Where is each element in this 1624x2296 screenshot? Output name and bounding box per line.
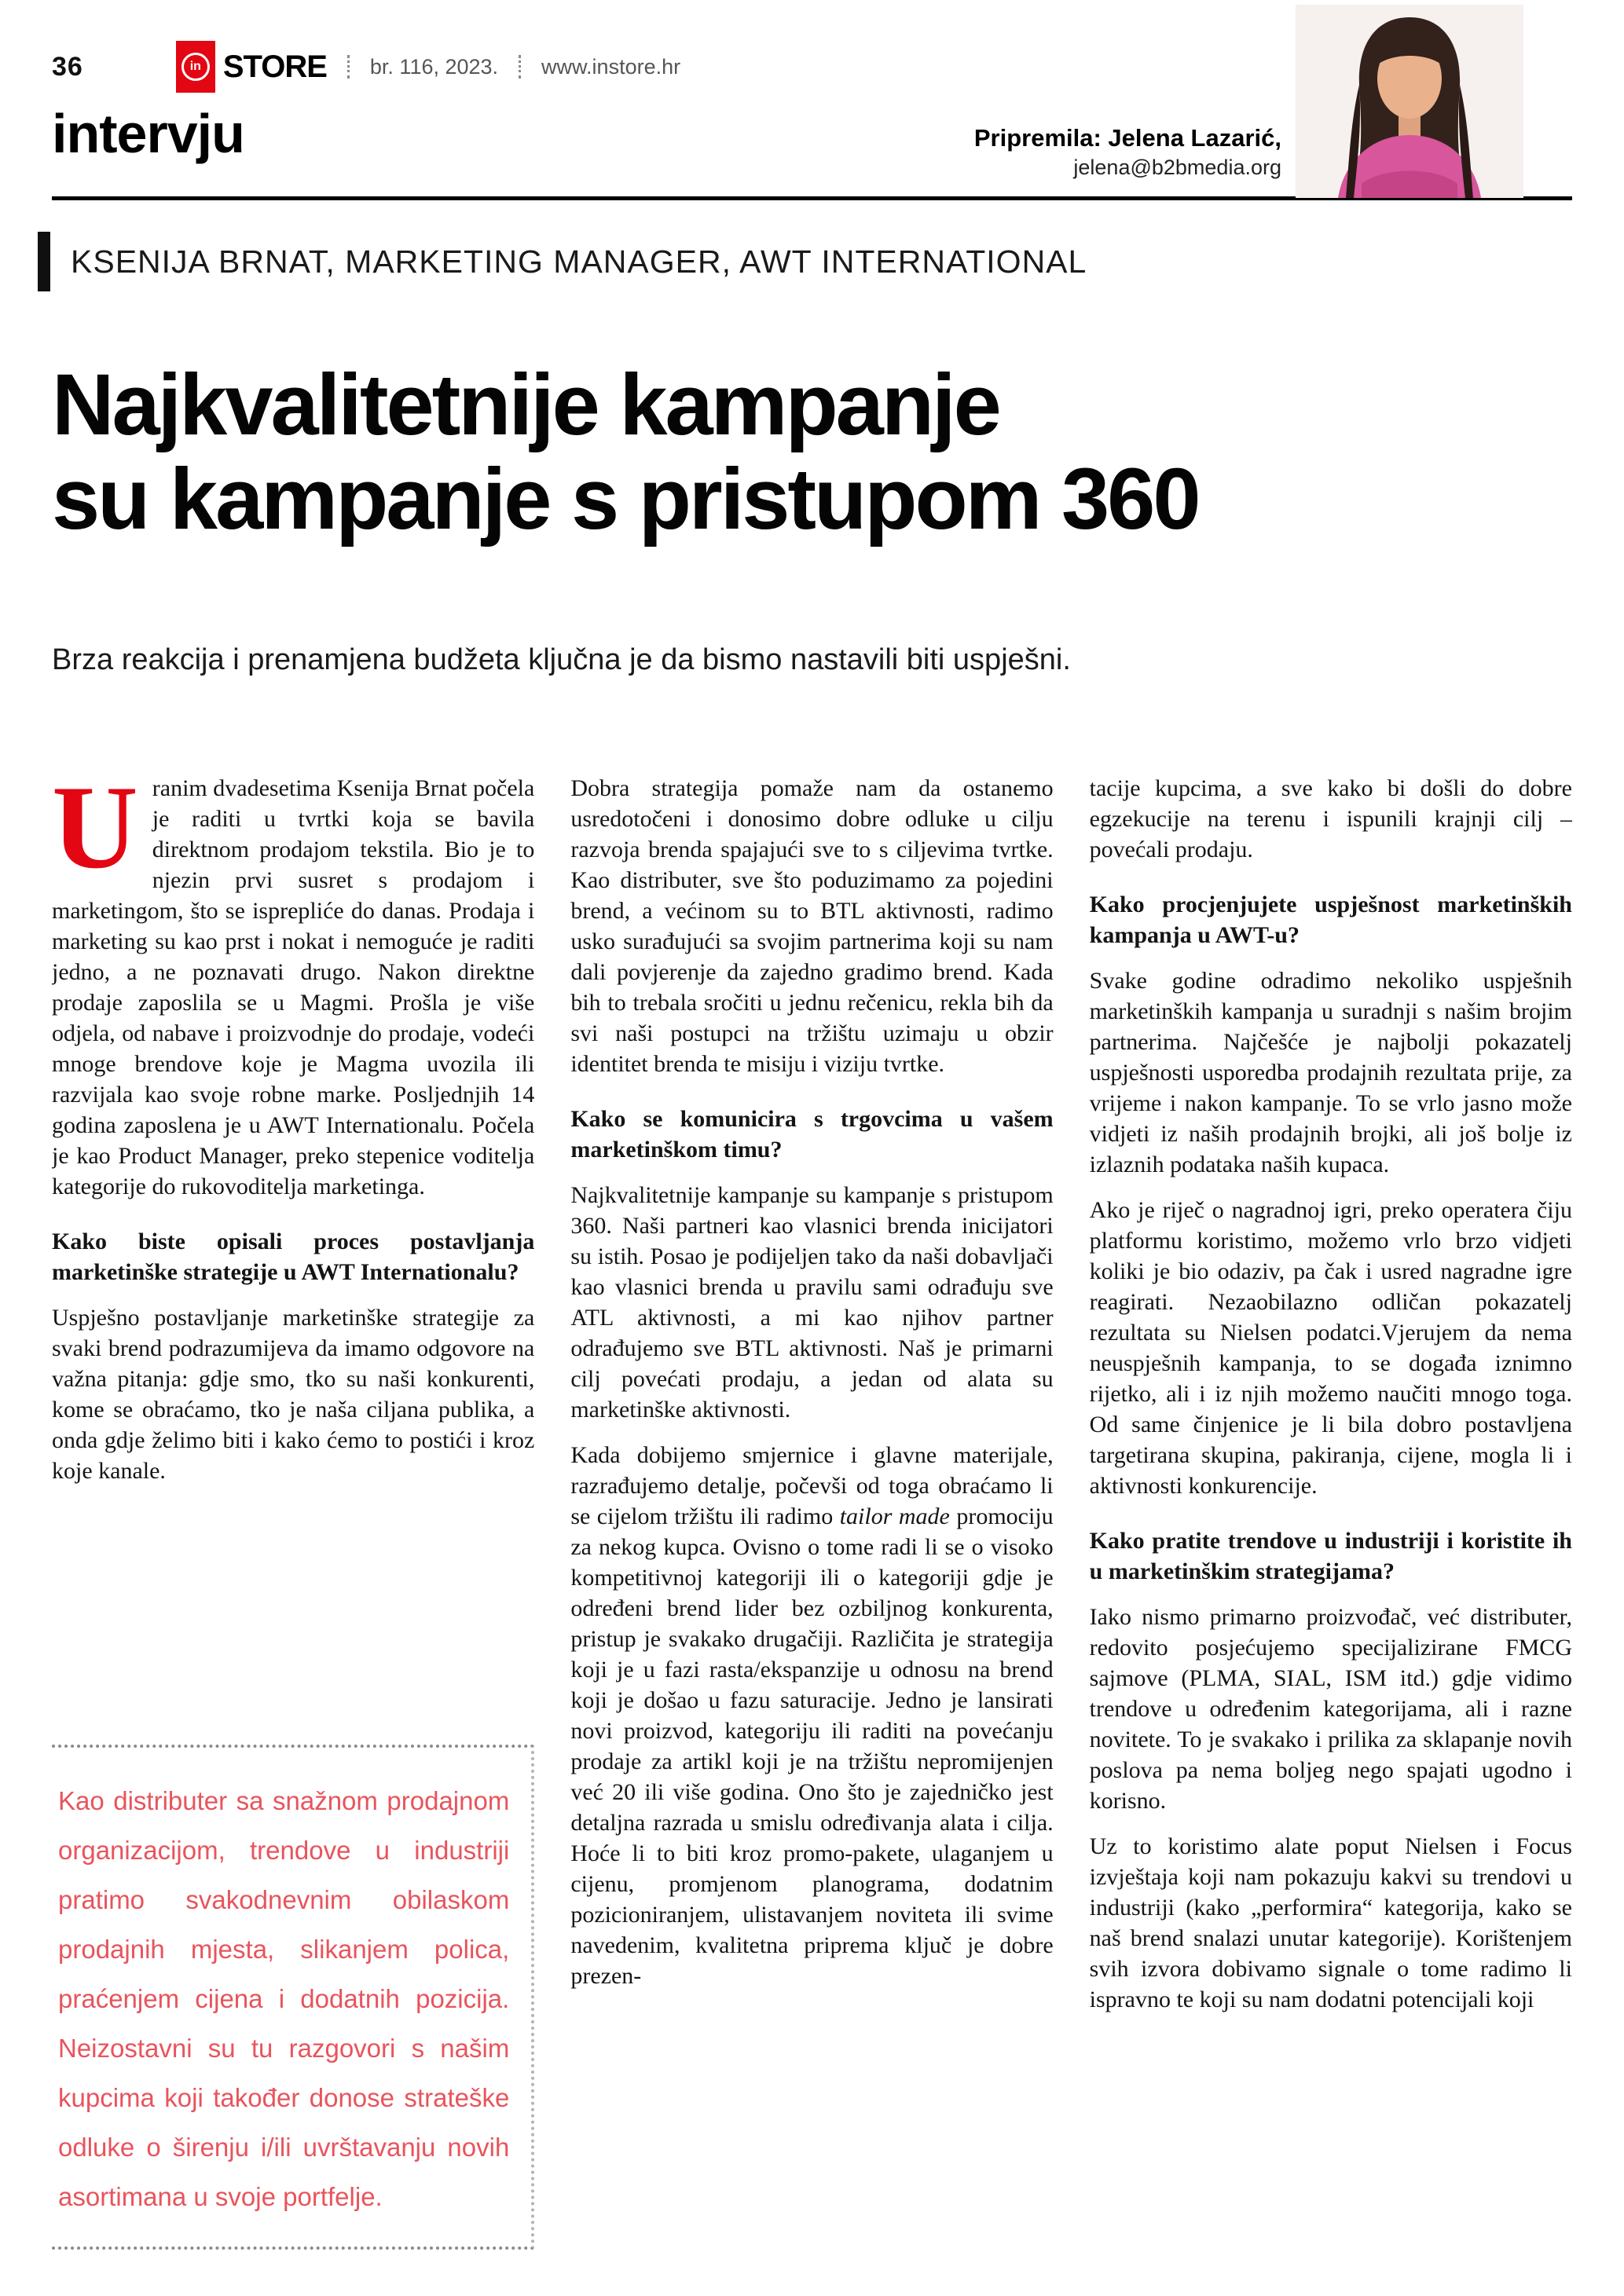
kicker — [38, 232, 1624, 291]
paragraph-text: promociju za nekog kupca. Ovisno o tome radi li se o visoko kompetitivnoj kategoriji ili o kategoriji gdje je određeni brend lider bez ozbiljnog konkurenta, pristup je svakako drugačiji. Različita je strategija koji je u fazi rasta/ekspanzije u odnosu na brend koji je došao u fazu saturacije. Jedno je lansirati novi proizvod, kategoriju ili raditi na povećanju prodaje za artikl koji je na tržištu nepromijenjen već 20 ili više godina. Ono što je zajedničko jest detaljna razrada u smislu određivanja alata i cilja. Hoće li to biti kroz promo-pakete, ulaganjem u cijenu, promjenom planograma, dodatnim pozicioniranjem, ulistavanjem noviteta ili svime navedenim, kvalitetna priprema ključ je dobre prezen- — [570, 1503, 1054, 1989]
headline — [52, 358, 1572, 547]
paragraph: Uspješno postavljanje marketinške strategije za svaki brend podrazumijeva da imamo odgovore na važna pitanja: gdje smo, tko su naši konkurenti, kome se obraćamo, tko je naša ciljana publika, a onda gdje želimo biti i kako ćemo to postići i kroz koje kanale. — [52, 1304, 535, 1484]
section-title: intervju — [52, 103, 244, 164]
instore-logo-icon — [176, 41, 215, 93]
byline-author: Pripremila: Jelena Lazarić, — [973, 124, 1281, 152]
logo-in-text: in — [181, 53, 210, 81]
paragraph — [570, 1440, 1053, 1991]
portrait-illustration — [1296, 5, 1523, 198]
instore-logo — [176, 41, 327, 93]
column-3 — [1090, 773, 1572, 2250]
interview-question: Kako procjenjujete uspješnost marketinških kampanja u AWT-u? — [1089, 891, 1572, 948]
portrait-photo — [1296, 5, 1523, 198]
paragraph: Uz to koristimo alate poput Nielsen i Focus izvještaja koji nam pokazuju kakvi su trendovi u industriji (kako „performira“ kategorija, kako se naš brend snalazi unutar kategorije). Korištenjem svih izvora dobivamo signale o tome radimo li ispravno te koji su nam dodatni potencijali koji — [1089, 1833, 1572, 2012]
paragraph: Iako nismo primarno proizvođač, već distributer, redovito posjećujemo specijalizirane FMCG sajmove (PLMA, SIAL, ISM itd.) gdje vidimo trendove u određenim kategorijama, ali i razne novitete. To je svakako i prilika za sklapanje novih poslova pa nema boljeg nego spajati ugodno i korisno. — [1089, 1603, 1572, 1814]
byline — [974, 124, 1281, 180]
pull-quote-text: Kao distributer sa snažnom prodajnom organizacijom, trendove u industriji pratimo svakodnevnim obilaskom prodajnih mjesta, slikanjem polica, praćenjem cijena i dodatnih pozicija. Neizostavni su tu razgovori s našim kupcima koji također donose strateške odluke o širenju i/ili uvrštavanju novih asortimana u svoje portfelje. — [58, 1785, 510, 2211]
paragraph: Najkvalitetnije kampanje su kampanje s pristupom 360. Naši partneri kao vlasnici brenda inicijatori su istih. Posao je podijeljen tako da naši dobavljači kao vlasnici brenda u pravilu sami odrađuju sve ATL aktivnosti, a mi kao njihov partner odrađujemo sve BTL aktivnosti. Naš je primarni cilj povećati prodaju, a jedan od alata su marketinške aktivnosti. — [570, 1181, 1054, 1423]
article-body — [52, 773, 1572, 2250]
byline-email-link[interactable]: jelena@b2bmedia.org — [1073, 156, 1281, 179]
logo-store-text: STORE — [222, 49, 327, 84]
intro-paragraph — [52, 773, 534, 1202]
website-link[interactable]: www.instore.hr — [541, 54, 681, 79]
paragraph: Svake godine odradimo nekoliko uspješnih marketinških kampanja u suradnji s našim brojim partnerima. Najčešće je najbolji pokazatelj uspješnosti usporedba prodajnih rezultata prije, za vrijeme i nakon kampanje. To se vrlo jasno može vidjeti iz naših prodajnih brojki, ali još bolje iz izlaznih podataka naših kupaca. — [1089, 967, 1572, 1177]
standfirst: Brza reakcija i prenamjena budžeta ključna je da bismo nastavili biti uspješni. — [52, 643, 1071, 676]
pull-quote — [52, 1745, 534, 2250]
italic-term: tailor made — [839, 1503, 950, 1529]
paragraph-text: Kada dobijemo smjernice i glavne materijale, razrađujemo detalje, počevši od toga obraćamo li se cijelom tržištu ili radimo — [570, 1441, 1054, 1529]
drop-cap: U — [52, 772, 138, 893]
interview-question: Kako biste opisali proces postavljanja marketinške strategije u AWT Internationalu? — [52, 1228, 535, 1285]
issue-number: br. 116, 2023. — [369, 54, 499, 79]
interview-question: Kako se komunicira s trgovcima u vašem marketinškom timu? — [570, 1105, 1054, 1163]
dotted-separator — [347, 55, 350, 79]
paragraph: Ako je riječ o nagradnoj igri, preko operatera čiju platformu koristimo, možemo vrlo brzo vidjeti koliki je bio odaziv, pa čak i usred nagradne igre reagirati. Nezaobilazno odličan pokazatelj rezultata su Nielsen podatci.Vjerujem da nema neuspješnih kampanja, to se događa iznimno rijetko, ali i iz njih možemo naučiti mnogo toga. Od same činjenice je li bila dobro postavljena targetirana skupina, pakiranja, cijene, mogla li i aktivnosti konkurencije. — [1089, 1196, 1572, 1499]
page-number: 36 — [52, 51, 83, 82]
column-1 — [52, 773, 534, 2250]
dotted-separator — [519, 55, 521, 79]
interview-question: Kako pratite trendove u industriji i koristite ih u marketinškim strategijama? — [1089, 1527, 1572, 1584]
kicker-text: KSENIJA BRNAT, MARKETING MANAGER, AWT INTERNATIONAL — [71, 243, 1087, 280]
headline-line1: Najkvalitetnije kampanje — [52, 357, 999, 453]
paragraph: Dobra strategija pomaže nam da ostanemo usredotočeni i donosimo dobre odluke u cilju razvoja brenda spajajući sve to s ciljevima tvrtke. Kao distributer, sve što poduzimamo za pojedini brend, a većinom su to BTL aktivnosti, radimo usko surađujući sa svojim partnerima koji su nam dali povjerenje da zajedno gradimo brend. Kada bih to trebala sročiti u jednu rečenicu, rekla bih da svi naši postupci na tržištu uzimaju u obzir identitet brenda te misiju i viziju tvrtke. — [570, 774, 1054, 1077]
masthead — [0, 0, 1624, 196]
kicker-bar — [38, 232, 50, 291]
headline-line2: su kampanje s pristupom 360 — [52, 450, 1199, 547]
column-2 — [570, 773, 1053, 2250]
paragraph: tacije kupcima, a sve kako bi došli do dobre egzekucije na terenu i ispunili krajnji cilj – povećali prodaju. — [1089, 774, 1572, 862]
paragraph-text: ranim dvadesetima Ksenija Brnat počela je raditi u tvrtki koja se bavila direktnom prodajom tekstila. Bio je to njezin prvi susret s prodajom i marketingom, što se isprepliće do danas. Prodaja i marketing su kao prst i nokat i nemoguće je raditi jedno, a ne poznavati drugo. Nakon direktne prodaje zaposlila se u Magmi. Prošla je više odjela, od nabave i proizvodnje do prodaje, vodeći mnoge brendove koje je Magma uvozila ili razvijala kao svoje robne marke. Posljednjih 14 godina zaposlena je u AWT Internationalu. Počela je kao Product Manager, preko stepenice voditelja kategorije do rukovoditelja marketinga. — [52, 774, 535, 1199]
